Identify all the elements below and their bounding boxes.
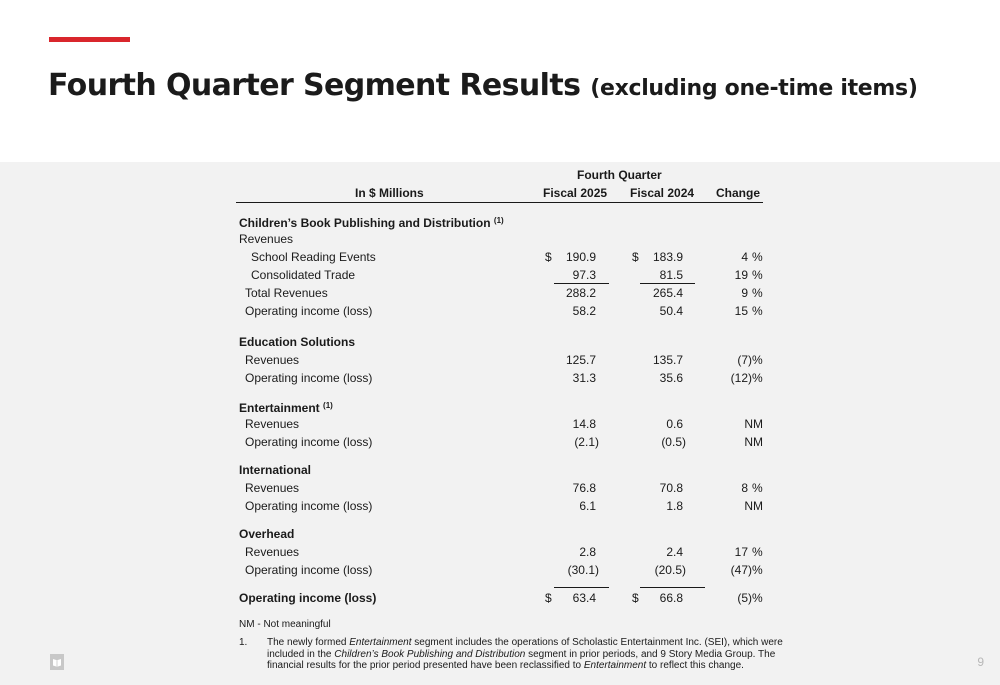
section-title-overhead: Overhead <box>239 527 295 541</box>
cell-intl-oi-change: NM <box>744 499 763 513</box>
row-label-operating-income: Operating income (loss) <box>245 563 373 577</box>
cell-edu-oi-fy25: 31.3 <box>572 371 596 385</box>
footnote-text-run: financial results for the prior period presented have been reclassified to <box>267 660 584 671</box>
percent-sign: % <box>752 268 763 282</box>
cell-cbpd-oi-fy24: 50.4 <box>659 304 683 318</box>
currency-symbol: $ <box>632 591 639 605</box>
nm-note: NM - Not meaningful <box>239 619 331 630</box>
subtotal-rule-fy24 <box>640 283 695 284</box>
cell-tr-fy24: 265.4 <box>652 286 683 300</box>
percent-sign: % <box>752 286 763 300</box>
title-subtitle: (excluding one-time items) <box>590 76 918 101</box>
section-title-entertainment-text: Entertainment <box>239 401 320 415</box>
column-header-change: Change <box>716 186 761 200</box>
percent-sign: % <box>752 481 763 495</box>
row-label-school-reading-events: School Reading Events <box>251 250 376 264</box>
cell-oh-rev-change: 17 <box>734 545 748 559</box>
footnote-text-run: to reflect this change. <box>646 660 744 671</box>
row-label-revenues: Revenues <box>245 353 300 367</box>
cell-intl-rev-fy25: 76.8 <box>572 481 596 495</box>
row-label-total-operating-income: Operating income (loss) <box>239 591 377 605</box>
cell-sre-fy24: 183.9 <box>652 250 683 264</box>
cell-oh-oi-fy25: (30.1) <box>567 563 599 577</box>
cell-ct-fy25: 97.3 <box>572 268 596 282</box>
row-label-operating-income: Operating income (loss) <box>245 499 373 513</box>
cell-edu-rev-change: (7) <box>737 353 752 367</box>
cell-edu-oi-fy24: 35.6 <box>659 371 683 385</box>
cell-total-oi-fy24: 66.8 <box>659 591 683 605</box>
footnote-italic-run: Entertainment <box>583 660 647 671</box>
section-title-cbpd-text: Children’s Book Publishing and Distribution <box>239 216 491 230</box>
cell-ent-rev-change: NM <box>744 417 763 431</box>
column-header-fy25: Fiscal 2025 <box>543 186 608 200</box>
footnote-italic-run: Entertainment <box>349 637 412 648</box>
section-title-cbpd <box>239 214 504 230</box>
cell-total-oi-change: (5) <box>737 591 752 605</box>
subtotal-rule-fy25 <box>554 283 609 284</box>
percent-sign: % <box>752 250 763 264</box>
percent-sign: % <box>752 304 763 318</box>
footnote-text-run: segment in prior periods, and 9 Story Media Group. The <box>525 648 776 660</box>
currency-symbol: $ <box>545 591 552 605</box>
column-header-fy24: Fiscal 2024 <box>630 186 695 200</box>
currency-symbol: $ <box>545 250 552 264</box>
page-number: 9 <box>977 655 984 669</box>
table-panel <box>0 162 1000 685</box>
cell-tr-change: 9 <box>741 286 748 300</box>
footnote-text <box>267 637 783 672</box>
total-rule-fy24 <box>640 587 705 588</box>
cell-oh-oi-fy24: (20.5) <box>654 563 686 577</box>
footnote-line-3 <box>267 660 783 672</box>
footnote-line-1 <box>267 637 783 649</box>
column-header-label: In $ Millions <box>355 186 424 200</box>
row-label-operating-income: Operating income (loss) <box>245 304 373 318</box>
row-label-revenues: Revenues <box>245 481 300 495</box>
total-rule-fy25 <box>554 587 609 588</box>
title-accent-bar <box>49 37 130 42</box>
cell-intl-oi-fy24: 1.8 <box>666 499 683 513</box>
row-label-revenues: Revenues <box>239 232 294 246</box>
cell-ent-oi-change: NM <box>744 435 763 449</box>
footnote-marker: (1) <box>493 216 504 225</box>
cell-sre-fy25: 190.9 <box>565 250 596 264</box>
cell-intl-rev-fy24: 70.8 <box>659 481 683 495</box>
book-logo-icon <box>50 654 64 670</box>
footnote-marker: (1) <box>323 401 333 410</box>
slide-title <box>48 68 918 103</box>
section-title-entertainment <box>239 399 333 415</box>
percent-sign: % <box>752 591 763 605</box>
cell-ent-rev-fy24: 0.6 <box>666 417 683 431</box>
footnote-italic-run: Children’s Book Publishing and Distribution <box>334 648 526 660</box>
row-label-revenues: Revenues <box>245 417 300 431</box>
percent-sign: % <box>752 545 763 559</box>
cell-edu-rev-fy24: 135.7 <box>652 353 683 367</box>
percent-sign: % <box>752 353 763 367</box>
currency-symbol: $ <box>632 250 639 264</box>
cell-oh-oi-change: (47) <box>730 563 752 577</box>
header-rule <box>236 202 763 203</box>
cell-cbpd-oi-fy25: 58.2 <box>572 304 596 318</box>
row-label-total-revenues: Total Revenues <box>245 286 328 300</box>
percent-sign: % <box>752 563 763 577</box>
footnote-text-run: included in the <box>267 648 335 660</box>
footnote-number: 1. <box>239 637 248 648</box>
cell-edu-rev-fy25: 125.7 <box>565 353 596 367</box>
group-header-fourth-quarter: Fourth Quarter <box>577 168 662 182</box>
cell-ent-oi-fy25: (2.1) <box>574 435 599 449</box>
row-label-consolidated-trade: Consolidated Trade <box>251 268 356 282</box>
cell-ct-change: 19 <box>734 268 748 282</box>
title-main: Fourth Quarter Segment Results <box>48 68 581 103</box>
cell-sre-change: 4 <box>741 250 748 264</box>
cell-oh-rev-fy24: 2.4 <box>666 545 683 559</box>
cell-tr-fy25: 288.2 <box>565 286 596 300</box>
row-label-operating-income: Operating income (loss) <box>245 371 373 385</box>
cell-ent-oi-fy24: (0.5) <box>661 435 686 449</box>
cell-cbpd-oi-change: 15 <box>734 304 748 318</box>
cell-total-oi-fy25: 63.4 <box>572 591 596 605</box>
cell-ent-rev-fy25: 14.8 <box>572 417 596 431</box>
cell-oh-rev-fy25: 2.8 <box>579 545 596 559</box>
percent-sign: % <box>752 371 763 385</box>
section-title-education: Education Solutions <box>239 335 355 349</box>
footnote-text-run: The newly formed <box>267 637 350 648</box>
row-label-revenues: Revenues <box>245 545 300 559</box>
section-title-international: International <box>239 463 312 477</box>
footnote-text-run: segment includes the operations of Scholastic Entertainment Inc. (SEI), which were <box>411 637 783 648</box>
cell-intl-rev-change: 8 <box>741 481 748 495</box>
cell-ct-fy24: 81.5 <box>659 268 683 282</box>
row-label-operating-income: Operating income (loss) <box>245 435 373 449</box>
cell-intl-oi-fy25: 6.1 <box>579 499 596 513</box>
cell-edu-oi-change: (12) <box>730 371 752 385</box>
footnote-line-2 <box>267 649 783 661</box>
